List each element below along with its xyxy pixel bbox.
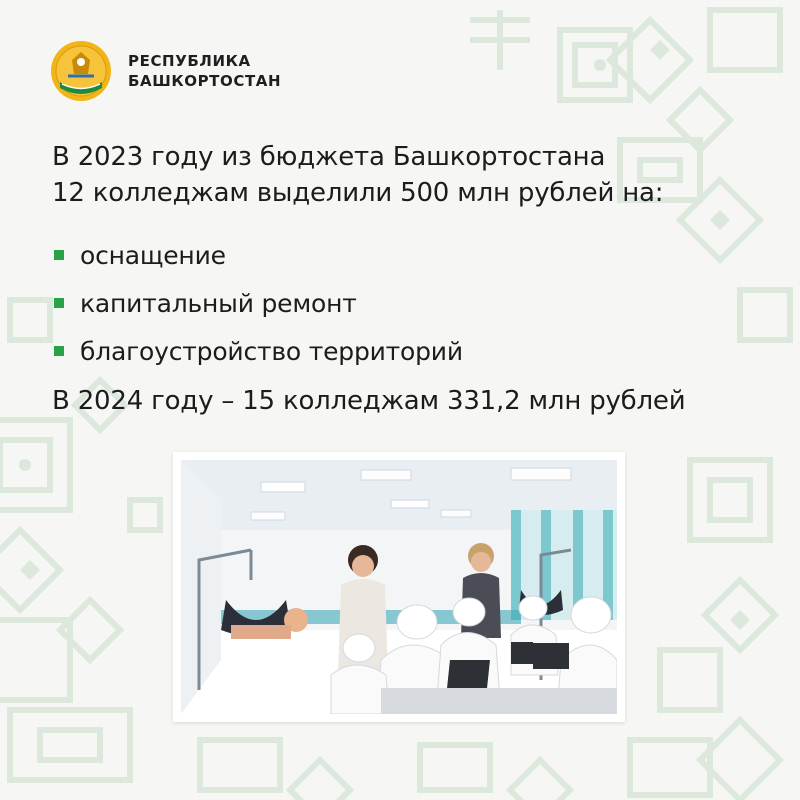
list-item-label: оснащение xyxy=(80,240,226,270)
classroom-photo xyxy=(181,460,617,714)
org-name-line1: РЕСПУБЛИКА xyxy=(128,52,251,70)
list-item xyxy=(54,231,463,279)
intro-line2: 12 колледжам выделили 500 млн рублей на: xyxy=(52,178,664,208)
list-item xyxy=(54,279,463,327)
bullet-square-icon xyxy=(54,250,64,260)
photo-frame xyxy=(173,452,625,722)
bullet-list xyxy=(54,231,463,375)
organization-name xyxy=(128,51,281,91)
list-item-label: капитальный ремонт xyxy=(80,288,357,318)
bullet-square-icon xyxy=(54,346,64,356)
bullet-square-icon xyxy=(54,298,64,308)
header-logo xyxy=(50,40,281,102)
intro-line1: В 2023 году из бюджета Башкортостана xyxy=(52,142,606,172)
bashkortostan-emblem-icon xyxy=(50,40,112,102)
intro-text xyxy=(52,139,742,211)
list-item xyxy=(54,327,463,375)
outro-text: В 2024 году – 15 колледжам 331,2 млн рублей xyxy=(52,386,686,416)
list-item-label: благоустройство территорий xyxy=(80,336,463,366)
org-name-line2: БАШКОРТОСТАН xyxy=(128,72,282,90)
